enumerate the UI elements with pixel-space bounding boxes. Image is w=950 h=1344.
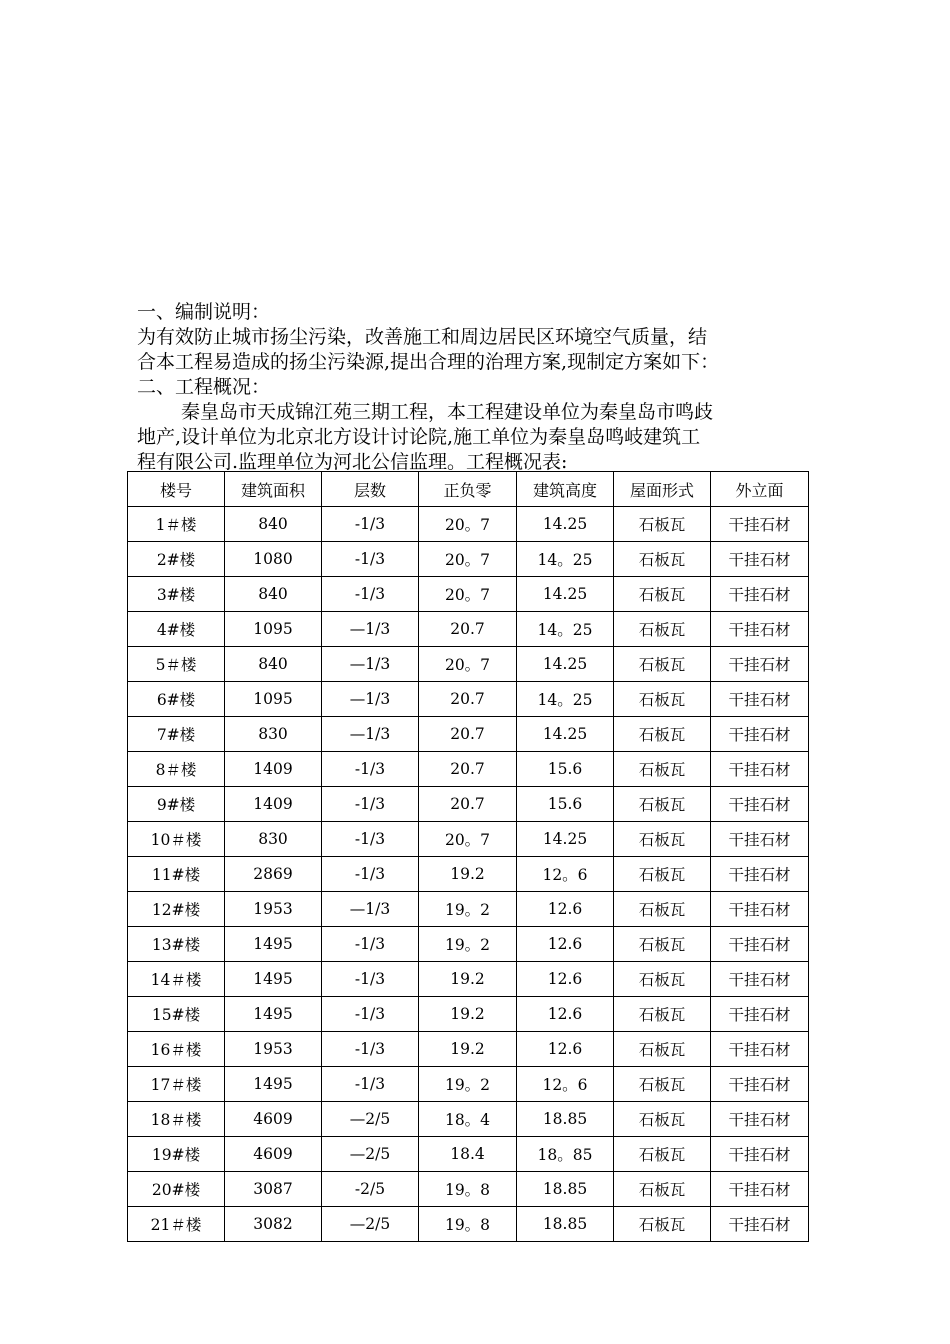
cell-floors: —1/3: [322, 717, 419, 752]
cell-floor-area: 830: [225, 822, 322, 857]
cell-building-height: 12.6: [517, 962, 614, 997]
header-building-no: 楼号: [128, 472, 225, 507]
cell-zero-elevation: 20.7: [419, 787, 517, 822]
cell-building-height: 14.25: [517, 507, 614, 542]
cell-floors: -2/5: [322, 1172, 419, 1207]
cell-floors: -1/3: [322, 752, 419, 787]
table-row: [128, 1067, 809, 1102]
cell-building-no: 15#楼: [128, 997, 225, 1032]
cell-roof-type: 石板瓦: [614, 647, 711, 682]
cell-facade: 干挂石材: [711, 962, 809, 997]
table-row: [128, 857, 809, 892]
cell-floors: -1/3: [322, 507, 419, 542]
cell-floors: -1/3: [322, 1067, 419, 1102]
cell-zero-elevation: 20.7: [419, 717, 517, 752]
cell-roof-type: 石板瓦: [614, 542, 711, 577]
cell-zero-elevation: 19。2: [419, 892, 517, 927]
cell-floor-area: 840: [225, 507, 322, 542]
cell-building-no: 17＃楼: [128, 1067, 225, 1102]
cell-facade: 干挂石材: [711, 612, 809, 647]
cell-floor-area: 3082: [225, 1207, 322, 1242]
cell-floor-area: 1495: [225, 1067, 322, 1102]
paragraph-line: 合本工程易造成的扬尘污染源,提出合理的治理方案,现制定方案如下：: [137, 351, 720, 373]
cell-zero-elevation: 20。7: [419, 577, 517, 612]
cell-roof-type: 石板瓦: [614, 962, 711, 997]
cell-facade: 干挂石材: [711, 752, 809, 787]
cell-facade: 干挂石材: [711, 997, 809, 1032]
paragraph-line: 地产,设计单位为北京北方设计讨论院,施工单位为秦皇岛鸣岐建筑工: [137, 426, 701, 448]
cell-facade: 干挂石材: [711, 892, 809, 927]
cell-floors: -1/3: [322, 577, 419, 612]
cell-zero-elevation: 19.2: [419, 962, 517, 997]
cell-floors: -1/3: [322, 927, 419, 962]
cell-zero-elevation: 19。2: [419, 927, 517, 962]
section-heading-overview: 二、工程概况：: [137, 376, 271, 398]
cell-building-height: 18.85: [517, 1102, 614, 1137]
header-building-height: 建筑高度: [517, 472, 614, 507]
cell-roof-type: 石板瓦: [614, 1207, 711, 1242]
paragraph-line: 程有限公司.监理单位为河北公信监理。工程概况表:: [137, 451, 568, 473]
header-facade: 外立面: [711, 472, 809, 507]
cell-building-no: 19#楼: [128, 1137, 225, 1172]
cell-building-height: 12.6: [517, 927, 614, 962]
cell-floor-area: 4609: [225, 1102, 322, 1137]
cell-zero-elevation: 19。8: [419, 1172, 517, 1207]
cell-building-no: 16＃楼: [128, 1032, 225, 1067]
cell-building-no: 10＃楼: [128, 822, 225, 857]
cell-roof-type: 石板瓦: [614, 892, 711, 927]
cell-facade: 干挂石材: [711, 857, 809, 892]
cell-floors: -1/3: [322, 1032, 419, 1067]
table-row: [128, 787, 809, 822]
cell-building-height: 18.85: [517, 1207, 614, 1242]
cell-zero-elevation: 19.2: [419, 857, 517, 892]
cell-facade: 干挂石材: [711, 717, 809, 752]
cell-building-height: 12.6: [517, 892, 614, 927]
cell-floor-area: 1080: [225, 542, 322, 577]
cell-roof-type: 石板瓦: [614, 1067, 711, 1102]
section-heading-compilation: 一、编制说明：: [137, 301, 271, 323]
cell-building-no: 12#楼: [128, 892, 225, 927]
cell-building-no: 20#楼: [128, 1172, 225, 1207]
table-row: [128, 892, 809, 927]
cell-roof-type: 石板瓦: [614, 682, 711, 717]
table-row: [128, 507, 809, 542]
cell-facade: 干挂石材: [711, 1067, 809, 1102]
cell-building-height: 14.25: [517, 577, 614, 612]
cell-roof-type: 石板瓦: [614, 507, 711, 542]
cell-building-no: 9#楼: [128, 787, 225, 822]
cell-floor-area: 2869: [225, 857, 322, 892]
cell-zero-elevation: 20.7: [419, 612, 517, 647]
cell-floor-area: 1495: [225, 962, 322, 997]
table-row: [128, 1172, 809, 1207]
project-overview-table: [127, 471, 809, 1242]
cell-roof-type: 石板瓦: [614, 927, 711, 962]
cell-roof-type: 石板瓦: [614, 612, 711, 647]
table-header-row: [128, 472, 809, 507]
cell-building-no: 8＃楼: [128, 752, 225, 787]
cell-zero-elevation: 18.4: [419, 1137, 517, 1172]
cell-zero-elevation: 20。7: [419, 822, 517, 857]
cell-zero-elevation: 19。2: [419, 1067, 517, 1102]
cell-zero-elevation: 19.2: [419, 997, 517, 1032]
cell-facade: 干挂石材: [711, 822, 809, 857]
table-row: [128, 1137, 809, 1172]
cell-roof-type: 石板瓦: [614, 1102, 711, 1137]
cell-building-height: 14。25: [517, 612, 614, 647]
cell-facade: 干挂石材: [711, 577, 809, 612]
cell-facade: 干挂石材: [711, 1102, 809, 1137]
cell-facade: 干挂石材: [711, 542, 809, 577]
cell-building-no: 2#楼: [128, 542, 225, 577]
cell-zero-elevation: 18。4: [419, 1102, 517, 1137]
cell-building-no: 1＃楼: [128, 507, 225, 542]
cell-floor-area: 1953: [225, 892, 322, 927]
cell-floors: —1/3: [322, 612, 419, 647]
table-row: [128, 717, 809, 752]
cell-zero-elevation: 20。7: [419, 542, 517, 577]
cell-floors: -1/3: [322, 962, 419, 997]
cell-floor-area: 1495: [225, 997, 322, 1032]
cell-building-no: 5＃楼: [128, 647, 225, 682]
cell-zero-elevation: 19。8: [419, 1207, 517, 1242]
table-body: [128, 507, 809, 1242]
cell-floor-area: 1095: [225, 612, 322, 647]
table-row: [128, 752, 809, 787]
cell-zero-elevation: 19.2: [419, 1032, 517, 1067]
cell-building-height: 15.6: [517, 752, 614, 787]
table-row: [128, 682, 809, 717]
cell-building-height: 18。85: [517, 1137, 614, 1172]
cell-floor-area: 1409: [225, 787, 322, 822]
cell-facade: 干挂石材: [711, 927, 809, 962]
cell-building-height: 15.6: [517, 787, 614, 822]
cell-building-no: 13#楼: [128, 927, 225, 962]
cell-facade: 干挂石材: [711, 647, 809, 682]
cell-floor-area: 4609: [225, 1137, 322, 1172]
cell-roof-type: 石板瓦: [614, 1032, 711, 1067]
table-row: [128, 612, 809, 647]
overview-paragraph: [137, 400, 713, 475]
cell-building-no: 7#楼: [128, 717, 225, 752]
cell-zero-elevation: 20.7: [419, 682, 517, 717]
cell-floor-area: 1095: [225, 682, 322, 717]
compilation-paragraph: [137, 325, 719, 375]
cell-facade: 干挂石材: [711, 1172, 809, 1207]
paragraph-line: 秦皇岛市天成锦江苑三期工程，本工程建设单位为秦皇岛市鸣歧: [181, 401, 714, 423]
cell-building-no: 21＃楼: [128, 1207, 225, 1242]
header-roof-type: 屋面形式: [614, 472, 711, 507]
cell-facade: 干挂石材: [711, 787, 809, 822]
cell-floor-area: 830: [225, 717, 322, 752]
cell-zero-elevation: 20。7: [419, 507, 517, 542]
cell-building-height: 18.85: [517, 1172, 614, 1207]
cell-floors: -1/3: [322, 857, 419, 892]
cell-floor-area: 1409: [225, 752, 322, 787]
cell-building-height: 14.25: [517, 822, 614, 857]
cell-floors: —2/5: [322, 1102, 419, 1137]
cell-floors: —1/3: [322, 892, 419, 927]
header-zero-elevation: 正负零: [419, 472, 517, 507]
cell-building-height: 12.6: [517, 997, 614, 1032]
cell-building-height: 12.6: [517, 1032, 614, 1067]
cell-building-no: 6#楼: [128, 682, 225, 717]
table-row: [128, 647, 809, 682]
cell-floor-area: 1495: [225, 927, 322, 962]
table-row: [128, 1207, 809, 1242]
table-row: [128, 542, 809, 577]
cell-roof-type: 石板瓦: [614, 857, 711, 892]
cell-roof-type: 石板瓦: [614, 822, 711, 857]
cell-floors: —2/5: [322, 1207, 419, 1242]
cell-building-height: 12。6: [517, 1067, 614, 1102]
cell-roof-type: 石板瓦: [614, 717, 711, 752]
table-row: [128, 962, 809, 997]
cell-building-no: 3#楼: [128, 577, 225, 612]
cell-floors: -1/3: [322, 822, 419, 857]
paragraph-line: 为有效防止城市扬尘污染，改善施工和周边居民区环境空气质量，结: [137, 326, 708, 348]
cell-floors: -1/3: [322, 787, 419, 822]
cell-building-height: 12。6: [517, 857, 614, 892]
cell-roof-type: 石板瓦: [614, 577, 711, 612]
table-row: [128, 997, 809, 1032]
cell-building-no: 18＃楼: [128, 1102, 225, 1137]
cell-floors: —2/5: [322, 1137, 419, 1172]
cell-floor-area: 840: [225, 577, 322, 612]
cell-facade: 干挂石材: [711, 1137, 809, 1172]
cell-roof-type: 石板瓦: [614, 752, 711, 787]
cell-roof-type: 石板瓦: [614, 787, 711, 822]
cell-floor-area: 840: [225, 647, 322, 682]
table-row: [128, 927, 809, 962]
cell-floor-area: 3087: [225, 1172, 322, 1207]
header-floor-area: 建筑面积: [225, 472, 322, 507]
cell-facade: 干挂石材: [711, 682, 809, 717]
cell-floors: -1/3: [322, 997, 419, 1032]
cell-floor-area: 1953: [225, 1032, 322, 1067]
cell-zero-elevation: 20.7: [419, 752, 517, 787]
table-row: [128, 822, 809, 857]
cell-building-height: 14.25: [517, 647, 614, 682]
cell-roof-type: 石板瓦: [614, 1172, 711, 1207]
cell-zero-elevation: 20。7: [419, 647, 517, 682]
table-row: [128, 1102, 809, 1137]
table-row: [128, 1032, 809, 1067]
cell-floors: —1/3: [322, 647, 419, 682]
cell-building-no: 14＃楼: [128, 962, 225, 997]
cell-facade: 干挂石材: [711, 1207, 809, 1242]
cell-building-height: 14.25: [517, 717, 614, 752]
table-row: [128, 577, 809, 612]
cell-building-no: 11#楼: [128, 857, 225, 892]
cell-facade: 干挂石材: [711, 507, 809, 542]
cell-building-height: 14。25: [517, 682, 614, 717]
cell-building-no: 4#楼: [128, 612, 225, 647]
cell-floors: -1/3: [322, 542, 419, 577]
header-floors: 层数: [322, 472, 419, 507]
cell-floors: —1/3: [322, 682, 419, 717]
cell-building-height: 14。25: [517, 542, 614, 577]
cell-roof-type: 石板瓦: [614, 997, 711, 1032]
cell-facade: 干挂石材: [711, 1032, 809, 1067]
cell-roof-type: 石板瓦: [614, 1137, 711, 1172]
